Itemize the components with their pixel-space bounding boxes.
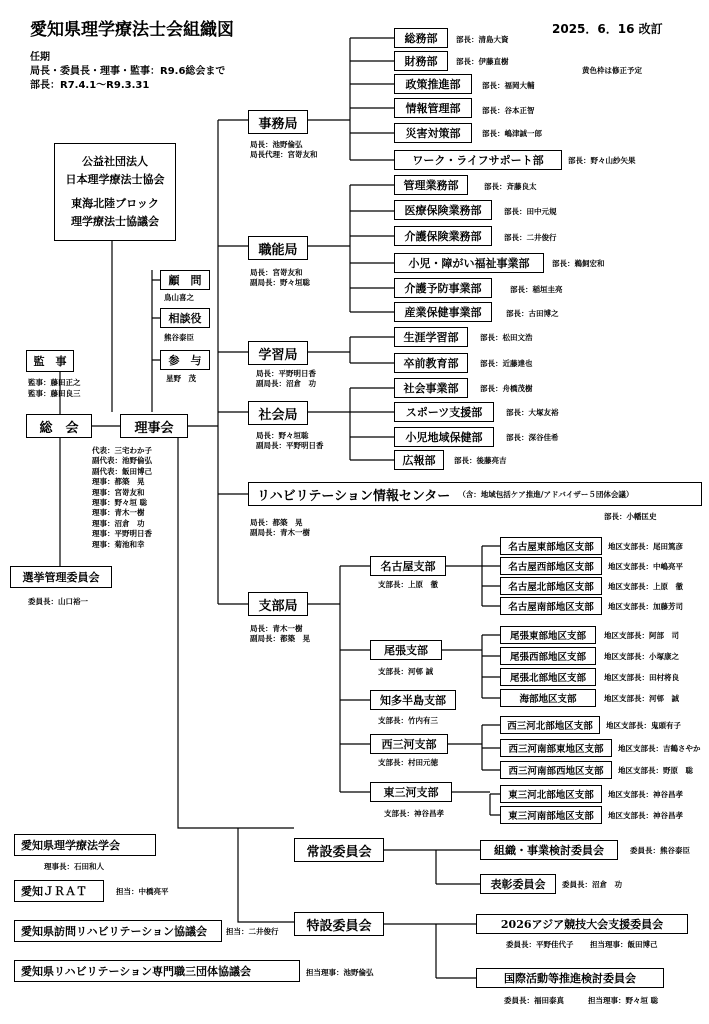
district-box: 尾張北部地区支部 (500, 668, 596, 686)
district-head: 地区支部長：中嶋亮平 (608, 562, 683, 571)
revision-date: 2025．6．16 改訂 (552, 22, 663, 36)
line-committee-trunk (178, 438, 294, 922)
affiliate-person: 理事長：石田和人 (44, 862, 104, 871)
dept-head: 部長：嶋津誠一郎 (482, 129, 542, 138)
dept-box-shoni-chiiki: 小児地域保健部 (394, 427, 494, 447)
district-box: 東三河南部地区支部 (500, 806, 602, 824)
dept-box-soumu: 総務部 (394, 28, 448, 48)
dept-head: 部長：舟橋茂樹 (480, 384, 533, 393)
line-gakushu-depts (308, 337, 394, 363)
shakai-bureau-box: 社会局 (248, 401, 308, 425)
board-member: 理事：都築 晃 (92, 477, 145, 487)
shakai-bureau-officers (256, 431, 324, 451)
board-member: 理事：宮嵜友和 (92, 487, 145, 497)
dept-box-shogai: 生涯学習部 (394, 327, 468, 347)
affiliate-box-homon: 愛知県訪問リハビリテーション協議会 (14, 920, 222, 942)
dept-head: 部長：松田文浩 (480, 333, 533, 342)
consultant-person: 星野 茂 (166, 374, 196, 383)
auditor-member: 監事：藤田正之 (28, 378, 81, 387)
committee-chair: 委員長：沼倉 功 (562, 880, 622, 889)
auditor-members (28, 377, 81, 399)
consultant-box: 参 与 (160, 350, 210, 370)
district-head: 地区支部長：神谷昌孝 (608, 811, 683, 820)
branch-head: 支部長：神谷昌孝 (384, 809, 444, 818)
dept-head: 部長：伊藤直樹 (456, 57, 509, 66)
district-head: 地区支部長：阿部 司 (604, 631, 679, 640)
auditor-member: 監事：藤田良三 (28, 389, 81, 398)
district-box: 尾張東部地区支部 (500, 626, 596, 644)
dept-box-koho: 広報部 (394, 450, 444, 470)
counselor-person: 熊谷泰臣 (164, 333, 194, 342)
affiliate-person: 担当：二井俊行 (226, 927, 279, 936)
district-box: 名古屋東部地区支部 (500, 537, 602, 555)
dept-head: 部長：稲垣圭亮 (510, 285, 563, 294)
dept-box-kanri: 管理業務部 (394, 175, 468, 195)
dept-box-shoni: 小児・障がい福祉事業部 (394, 253, 544, 273)
line-jimu-depts (308, 38, 394, 160)
board-member: 理事：沼倉 功 (92, 518, 145, 528)
rehab-info-center-manager: 部長：小幡匡史 (604, 512, 657, 521)
parent-org-line3: 東海北陸ブロック (71, 197, 159, 210)
dept-head: 部長：古田博之 (506, 309, 559, 318)
board-member: 理事：青木一樹 (92, 508, 145, 518)
district-box: 東三河北部地区支部 (500, 785, 602, 803)
board-member: 理事：平野明日香 (92, 529, 152, 539)
dept-box-work-life: ワーク・ライフサポート部 (394, 150, 562, 170)
district-box: 名古屋西部地区支部 (500, 557, 602, 575)
committee-chair: 委員長：熊谷泰臣 (630, 846, 690, 855)
line-shokuno-depts (308, 185, 394, 312)
dept-box-iryo: 医療保険業務部 (394, 200, 492, 220)
election-committee-box: 選挙管理委員会 (10, 566, 112, 588)
dept-box-saigai: 災害対策部 (394, 123, 472, 143)
election-committee-chair: 委員長：山口裕一 (28, 597, 88, 606)
dept-head: 部長：野々山紗矢果 (568, 156, 636, 165)
district-head: 地区支部長：野原 聡 (618, 766, 693, 775)
shibu-bureau-box: 支部局 (248, 592, 308, 616)
dept-head: 部長：後藤亮吉 (454, 456, 507, 465)
dept-head: 部長：谷本正智 (482, 106, 535, 115)
dept-box-shakai-jigyo: 社会事業部 (394, 378, 468, 398)
bureau-deputy: 副局長：野々垣聡 (250, 278, 310, 287)
committee-box-hyosho: 表彰委員会 (480, 874, 556, 894)
term-info (30, 51, 225, 93)
jimu-bureau-box: 事務局 (248, 110, 308, 134)
committee-chair: 委員長：福田泰真 (504, 996, 564, 1005)
branch-box-chita: 知多半島支部 (370, 690, 456, 710)
branch-head: 支部長：村田元徳 (378, 758, 438, 767)
dept-head: 部長：清島大資 (456, 35, 509, 44)
branch-head: 支部長：上原 徹 (378, 580, 438, 589)
jimu-bureau-officers (250, 140, 318, 160)
branch-head: 支部長：竹内有三 (378, 716, 438, 725)
district-head: 地区支部長：吉鶴さやか (618, 744, 701, 753)
dept-box-sports: スポーツ支援部 (394, 402, 494, 422)
district-box: 名古屋北部地区支部 (500, 577, 602, 595)
bureau-deputy: 副局長：沼倉 功 (256, 379, 316, 388)
term-line2: 部長：R7.4.1～R9.3.31 (30, 80, 150, 91)
affiliate-box-jrat: 愛知ＪＲＡＴ (14, 880, 104, 902)
dept-box-sangyo: 産業保健事業部 (394, 302, 492, 322)
dept-head: 部長：二井俊行 (504, 233, 557, 242)
committee-officer: 担当理事：野々垣 聡 (588, 996, 659, 1005)
special-committee-box: 特設委員会 (294, 912, 384, 936)
counselor-box: 相談役 (160, 308, 210, 328)
parent-org-line1: 公益社団法人 (82, 155, 148, 168)
rehab-info-center-label: リハビリテーション情報センター (257, 488, 451, 504)
bureau-head: 局長：都築 晃 (250, 518, 303, 527)
shokuno-bureau-box: 職能局 (248, 236, 308, 260)
dept-head: 部長：斉藤良太 (484, 182, 537, 191)
district-head: 地区支部長：田村将良 (604, 673, 679, 682)
general-assembly-box: 総 会 (26, 414, 92, 438)
rehab-info-center-note: （含：地域包括ケア推進/アドバイザー５団体会議） (458, 489, 634, 499)
district-head: 地区支部長：尾田篤彦 (608, 542, 683, 551)
dept-head: 部長：大塚友裕 (506, 408, 559, 417)
district-head: 地区支部長：河邨 誠 (604, 694, 679, 703)
board-member: 代表：三宅わか子 (92, 446, 152, 455)
line-standing-items (384, 850, 480, 884)
dept-head: 部長：田中元規 (504, 207, 557, 216)
bureau-deputy: 局長代理：宮嵜友和 (250, 150, 318, 159)
district-box: 西三河南部西地区支部 (500, 761, 612, 779)
branch-head: 支部長：河邨 誠 (378, 667, 434, 676)
district-box: 海部地区支部 (500, 689, 596, 707)
board-members (92, 446, 152, 550)
bureau-deputy: 副局長：青木一樹 (250, 528, 310, 537)
branch-box-nagoya: 名古屋支部 (370, 556, 446, 576)
bureau-deputy: 副局長：平野明日香 (256, 441, 324, 450)
board-member: 理事：菊池和幸 (92, 539, 145, 549)
district-box: 尾張西部地区支部 (500, 647, 596, 665)
committee-officer: 担当理事：飯田博己 (590, 940, 658, 949)
district-box: 名古屋南部地区支部 (500, 597, 602, 615)
district-box: 西三河南部東地区支部 (500, 739, 612, 757)
bureau-head: 局長：青木一樹 (250, 624, 303, 633)
dept-head: 部長：深谷佳希 (506, 433, 559, 442)
district-head: 地区支部長：鬼頭有子 (606, 721, 681, 730)
branch-box-owari: 尾張支部 (370, 640, 442, 660)
line-nishimikawa-districts (448, 725, 500, 770)
bureau-head: 局長：池野倫弘 (250, 140, 303, 149)
district-box: 西三河北部地区支部 (500, 716, 600, 734)
parent-org-line4: 理学療法士協議会 (71, 215, 159, 228)
shibu-bureau-officers (250, 624, 310, 644)
affiliate-person: 担当理事：池野倫弘 (306, 968, 374, 977)
affiliate-person: 担当：中橋亮平 (116, 887, 169, 896)
committee-chair: 委員長：平野佳代子 (506, 940, 574, 949)
dept-box-sotsuzen: 卒前教育部 (394, 353, 468, 373)
dept-box-zaimu: 財務部 (394, 51, 448, 71)
committee-box-soshiki: 組織・事業検討委員会 (480, 840, 618, 860)
bureau-head: 局長：平野明日香 (256, 369, 316, 378)
advisor-person: 鳥山喜之 (164, 293, 194, 302)
district-head: 地区支部長：加藤芳司 (608, 602, 683, 611)
legend-note: 黄色枠は修正予定 (582, 66, 642, 75)
page-title: 愛知県理学療法士会組織図 (30, 20, 234, 40)
district-head: 地区支部長：上原 徹 (608, 582, 683, 591)
district-head: 地区支部長：小塚康之 (604, 652, 679, 661)
board-member: 副代表：飯田博己 (92, 466, 152, 476)
board-member: 理事：野々垣 聡 (92, 498, 148, 508)
dept-head: 部長：鵜飼宏和 (552, 259, 605, 268)
affiliate-box-gakkai: 愛知県理学療法学会 (14, 834, 156, 856)
parent-org-box (54, 143, 176, 241)
line-advisors (152, 270, 160, 412)
branch-box-nishimikawa: 西三河支部 (370, 734, 448, 754)
affiliate-box-sandantai: 愛知県リハビリテーション専門職三団体協議会 (14, 960, 300, 982)
branch-box-higashimikawa: 東三河支部 (370, 782, 452, 802)
gakushu-bureau-box: 学習局 (248, 341, 308, 365)
bureau-head: 局長：野々垣聡 (256, 431, 309, 440)
board-member: 副代表：池野倫弘 (92, 456, 152, 466)
board-box: 理事会 (120, 414, 188, 438)
line-higashimikawa-districts (452, 792, 500, 815)
advisor-box: 顧 問 (160, 270, 210, 290)
dept-head: 部長：福岡大輔 (482, 81, 535, 90)
bureau-head: 局長：宮嵜友和 (250, 268, 303, 277)
term-line1: 局長・委員長・理事・監事：R9.6総会まで (30, 66, 226, 77)
standing-committee-box: 常設委員会 (294, 838, 384, 862)
committee-box-kokusai: 国際活動等推進検討委員会 (476, 968, 664, 988)
line-special-items (384, 924, 476, 978)
rehab-info-center-box (248, 482, 702, 506)
dept-box-yobo: 介護予防事業部 (394, 278, 492, 298)
shokuno-bureau-officers (250, 268, 310, 288)
district-head: 地区支部長：神谷昌孝 (608, 790, 683, 799)
dept-box-joho: 情報管理部 (394, 98, 472, 118)
line-shibu-branches (308, 566, 370, 792)
gakushu-bureau-officers (256, 369, 316, 389)
auditor-box: 監 事 (26, 350, 74, 372)
bureau-deputy: 副局長：都築 晃 (250, 634, 310, 643)
parent-org-line2: 日本理学療法士協会 (65, 173, 165, 186)
line-nagoya-districts (446, 546, 500, 606)
rehab-info-center-officers (250, 518, 310, 538)
dept-box-kaigo: 介護保険業務部 (394, 226, 492, 246)
committee-box-asian-games: 2026アジア競技大会支援委員会 (476, 914, 688, 934)
dept-head: 部長：近藤達也 (480, 359, 533, 368)
line-owari-districts (442, 635, 500, 698)
dept-box-seisaku: 政策推進部 (394, 74, 472, 94)
term-heading: 任期 (30, 52, 50, 63)
